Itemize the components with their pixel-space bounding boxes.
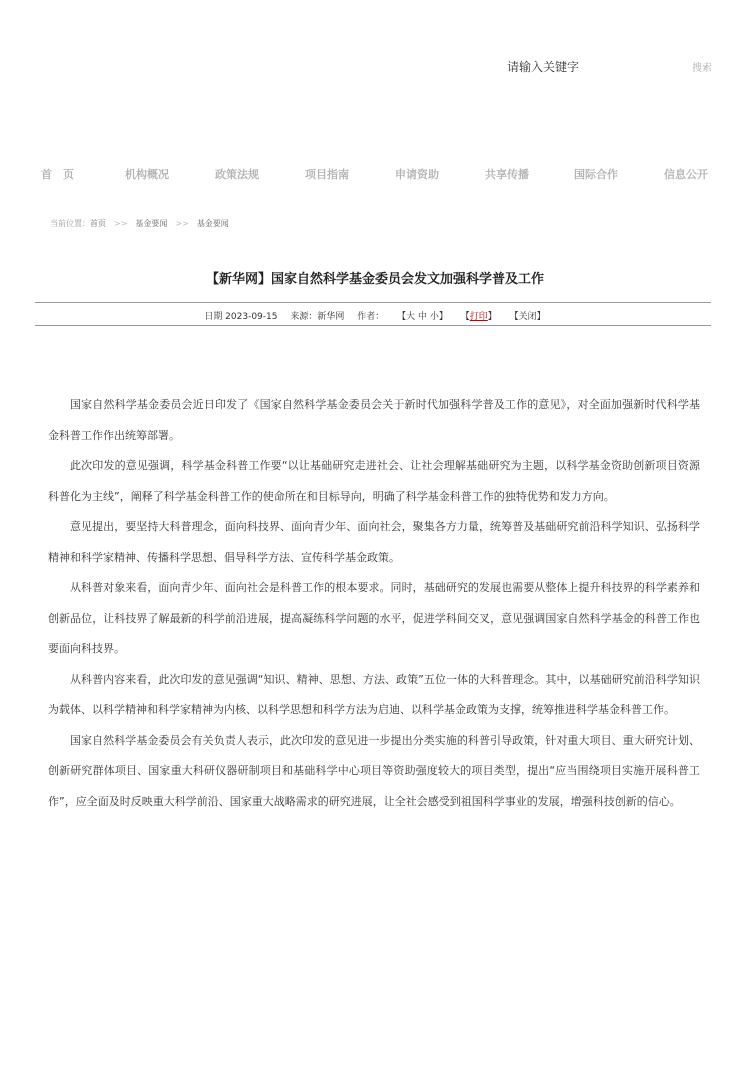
article-paragraph: 从科普内容来看，此次印发的意见强调“知识、精神、思想、方法、政策”五位一体的大科普理念。其中，以基础研究前沿科学知识为载体、以科学精神和科学家精神为内核、以科学思想和科学方法为启迪、以科学基金政策为支撑，统筹推进科学基金科普工作。 [48,672,700,716]
nav-item-sharing[interactable]: 共享传播 [485,168,529,181]
breadcrumb-separator: >> [114,219,128,228]
breadcrumb-level1[interactable]: 基金要闻 [135,219,168,228]
article-paragraph: 国家自然科学基金委员会近日印发了《国家自然科学基金委员会关于新时代加强科学普及工作的意见》，对全面加强新时代科学基金科普工作作出统筹部署。 [48,398,700,442]
breadcrumb [50,218,229,229]
nav-item-apply-funding[interactable]: 申请资助 [395,168,439,181]
nav-item-home[interactable]: 首 页 [41,168,74,181]
print-bracket-close: 】 [487,312,497,322]
article-body [48,390,700,817]
article-paragraph: 意见提出，要坚持大科普理念，面向科技界、面向青少年、面向社会，聚集各方力量，统筹普及基础研究前沿科学知识、弘扬科学精神和科学家精神、传播科学思想、倡导科学方法、宣传科学基金政策。 [48,520,700,564]
font-size-controls[interactable]: 【大 中 小】 [397,312,448,322]
article-title: 【新华网】国家自然科学基金委员会发文加强科学普及工作 [205,272,544,287]
nav-item-about[interactable]: 机构概况 [125,168,169,181]
article-paragraph: 从科普对象来看，面向青少年、面向社会是科普工作的根本要求。同时，基础研究的发展也需要从整体上提升科技界的科学素养和创新品位，让科技界了解最新的科学前沿进展，提高凝练科学问题的水平，促进学科间交叉，意见强调国家自然科学基金的科普工作也要面向科技界。 [48,581,700,655]
nav-item-project-guide[interactable]: 项目指南 [305,168,349,181]
print-link[interactable]: 打印 [469,312,488,322]
meta-divider-bottom [35,325,711,326]
nav-item-policies[interactable]: 政策法规 [215,168,259,181]
search-input[interactable]: 请输入关键字 [507,60,580,74]
meta-divider-top [35,302,711,303]
article-meta [0,309,750,322]
nav-item-disclosure[interactable]: 信息公开 [664,168,708,181]
breadcrumb-home[interactable]: 首页 [90,219,106,228]
print-control [461,312,497,322]
main-nav [0,166,750,182]
breadcrumb-separator: >> [175,219,189,228]
print-bracket-open: 【 [460,312,470,322]
nav-item-international[interactable]: 国际合作 [574,168,618,181]
article-author: 作者： [357,312,385,322]
search-button[interactable]: 搜索 [692,63,712,74]
breadcrumb-prefix: 当前位置： [50,219,90,228]
article-paragraph: 国家自然科学基金委员会有关负责人表示，此次印发的意见进一步提出分类实施的科普引导政策，针对重大项目、重大研究计划、创新研究群体项目、国家重大科研仪器研制项目和基础科学中心项目等资助强度较大的项目类型，提出“应当围绕项目实施开展科普工作”，应全面及时反映重大科学前沿、国家重大战略需求的研究进展，让全社会感受到祖国科学事业的发展，增强科技创新的信心。 [48,733,700,808]
breadcrumb-level2[interactable]: 基金要闻 [196,219,229,228]
article-date: 日期 2023-09-15 [204,312,278,322]
close-button[interactable]: 【关闭】 [509,312,546,322]
article-source: 来源：新华网 [290,312,345,322]
article-paragraph: 此次印发的意见强调，科学基金科普工作要“以让基础研究走进社会、让社会理解基础研究为主题，以科学基金资助创新项目资源科普化为主线”，阐释了科学基金科普工作的使命所在和目标导向，明确了科学基金科普工作的独特优势和发力方向。 [48,459,700,503]
